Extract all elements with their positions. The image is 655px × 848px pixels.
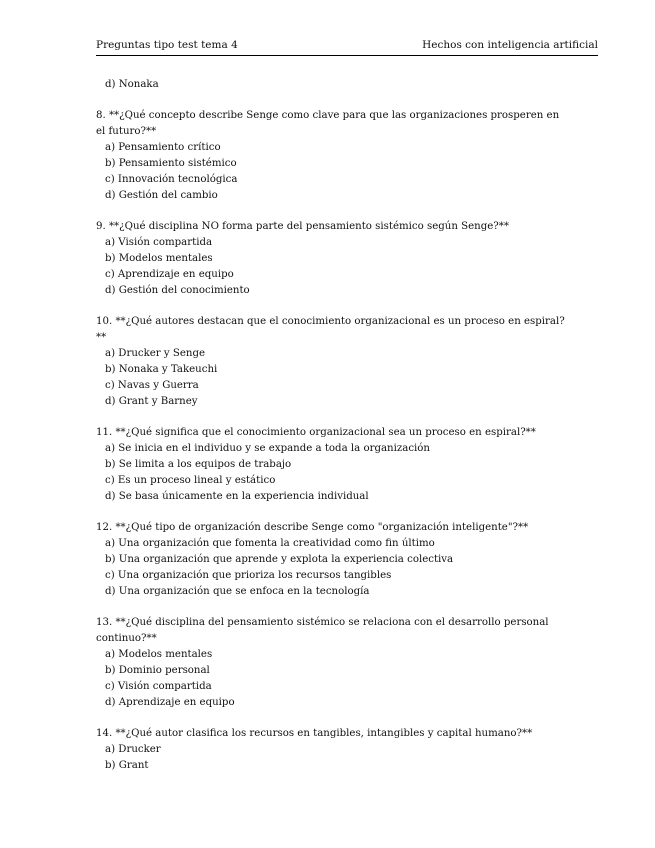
answer-option: c) Navas y Guerra — [105, 380, 199, 391]
lead-option-block — [96, 77, 566, 93]
question-14 — [96, 726, 566, 774]
answer-option: c) Es un proceso lineal y estático — [105, 475, 276, 486]
question-text: 8. **¿Qué concepto describe Senge como clave para que las organizaciones prosperen en el futuro?** — [96, 110, 560, 137]
question-13 — [96, 615, 566, 711]
answer-option: d) Se basa únicamente en la experiencia individual — [105, 491, 369, 502]
question-10 — [96, 314, 566, 410]
answer-option: c) Visión compartida — [105, 681, 212, 692]
answer-option: b) Nonaka y Takeuchi — [105, 364, 218, 375]
answer-option: b) Dominio personal — [105, 665, 210, 676]
answer-option: a) Visión compartida — [105, 237, 213, 248]
question-text: 9. **¿Qué disciplina NO forma parte del pensamiento sistémico según Senge?** — [96, 221, 509, 232]
question-11 — [96, 425, 566, 505]
answer-option: b) Modelos mentales — [105, 253, 213, 264]
answer-option: d) Gestión del cambio — [105, 190, 218, 201]
answer-option: a) Pensamiento crítico — [105, 142, 221, 153]
answer-option: a) Una organización que fomenta la creatividad como fin último — [105, 538, 435, 549]
answer-option: a) Drucker y Senge — [105, 348, 206, 359]
answer-option: d) Aprendizaje en equipo — [105, 697, 235, 708]
answer-option: b) Pensamiento sistémico — [105, 158, 237, 169]
document-body — [96, 77, 566, 789]
question-text: 11. **¿Qué significa que el conocimiento organizacional sea un proceso en espiral?** — [96, 427, 536, 438]
question-8 — [96, 108, 566, 204]
question-text: 14. **¿Qué autor clasifica los recursos en tangibles, intangibles y capital humano?** — [96, 728, 533, 739]
answer-option: d) Una organización que se enfoca en la tecnología — [105, 586, 370, 597]
question-text: 10. **¿Qué autores destacan que el conocimiento organizacional es un proceso en espiral?** — [96, 316, 565, 343]
answer-option: d) Gestión del conocimiento — [105, 285, 250, 296]
page-header — [96, 39, 598, 56]
lead-option: d) Nonaka — [105, 79, 159, 90]
question-text: 12. **¿Qué tipo de organización describe Senge como "organización inteligente"?** — [96, 522, 529, 533]
answer-option: d) Grant y Barney — [105, 396, 198, 407]
answer-option: a) Se inicia en el individuo y se expande a toda la organización — [105, 443, 430, 454]
header-title-left: Preguntas tipo test tema 4 — [96, 39, 238, 51]
question-9 — [96, 219, 566, 299]
question-text: 13. **¿Qué disciplina del pensamiento sistémico se relaciona con el desarrollo personal continuo?** — [96, 617, 549, 644]
answer-option: a) Drucker — [105, 744, 161, 755]
question-12 — [96, 520, 566, 600]
header-title-right: Hechos con inteligencia artificial — [422, 39, 598, 51]
answer-option: b) Se limita a los equipos de trabajo — [105, 459, 292, 470]
answer-option: c) Aprendizaje en equipo — [105, 269, 234, 280]
answer-option: c) Una organización que prioriza los recursos tangibles — [105, 570, 392, 581]
answer-option: a) Modelos mentales — [105, 649, 213, 660]
answer-option: b) Una organización que aprende y explota la experiencia colectiva — [105, 554, 454, 565]
answer-option: b) Grant — [105, 760, 149, 771]
answer-option: c) Innovación tecnológica — [105, 174, 238, 185]
